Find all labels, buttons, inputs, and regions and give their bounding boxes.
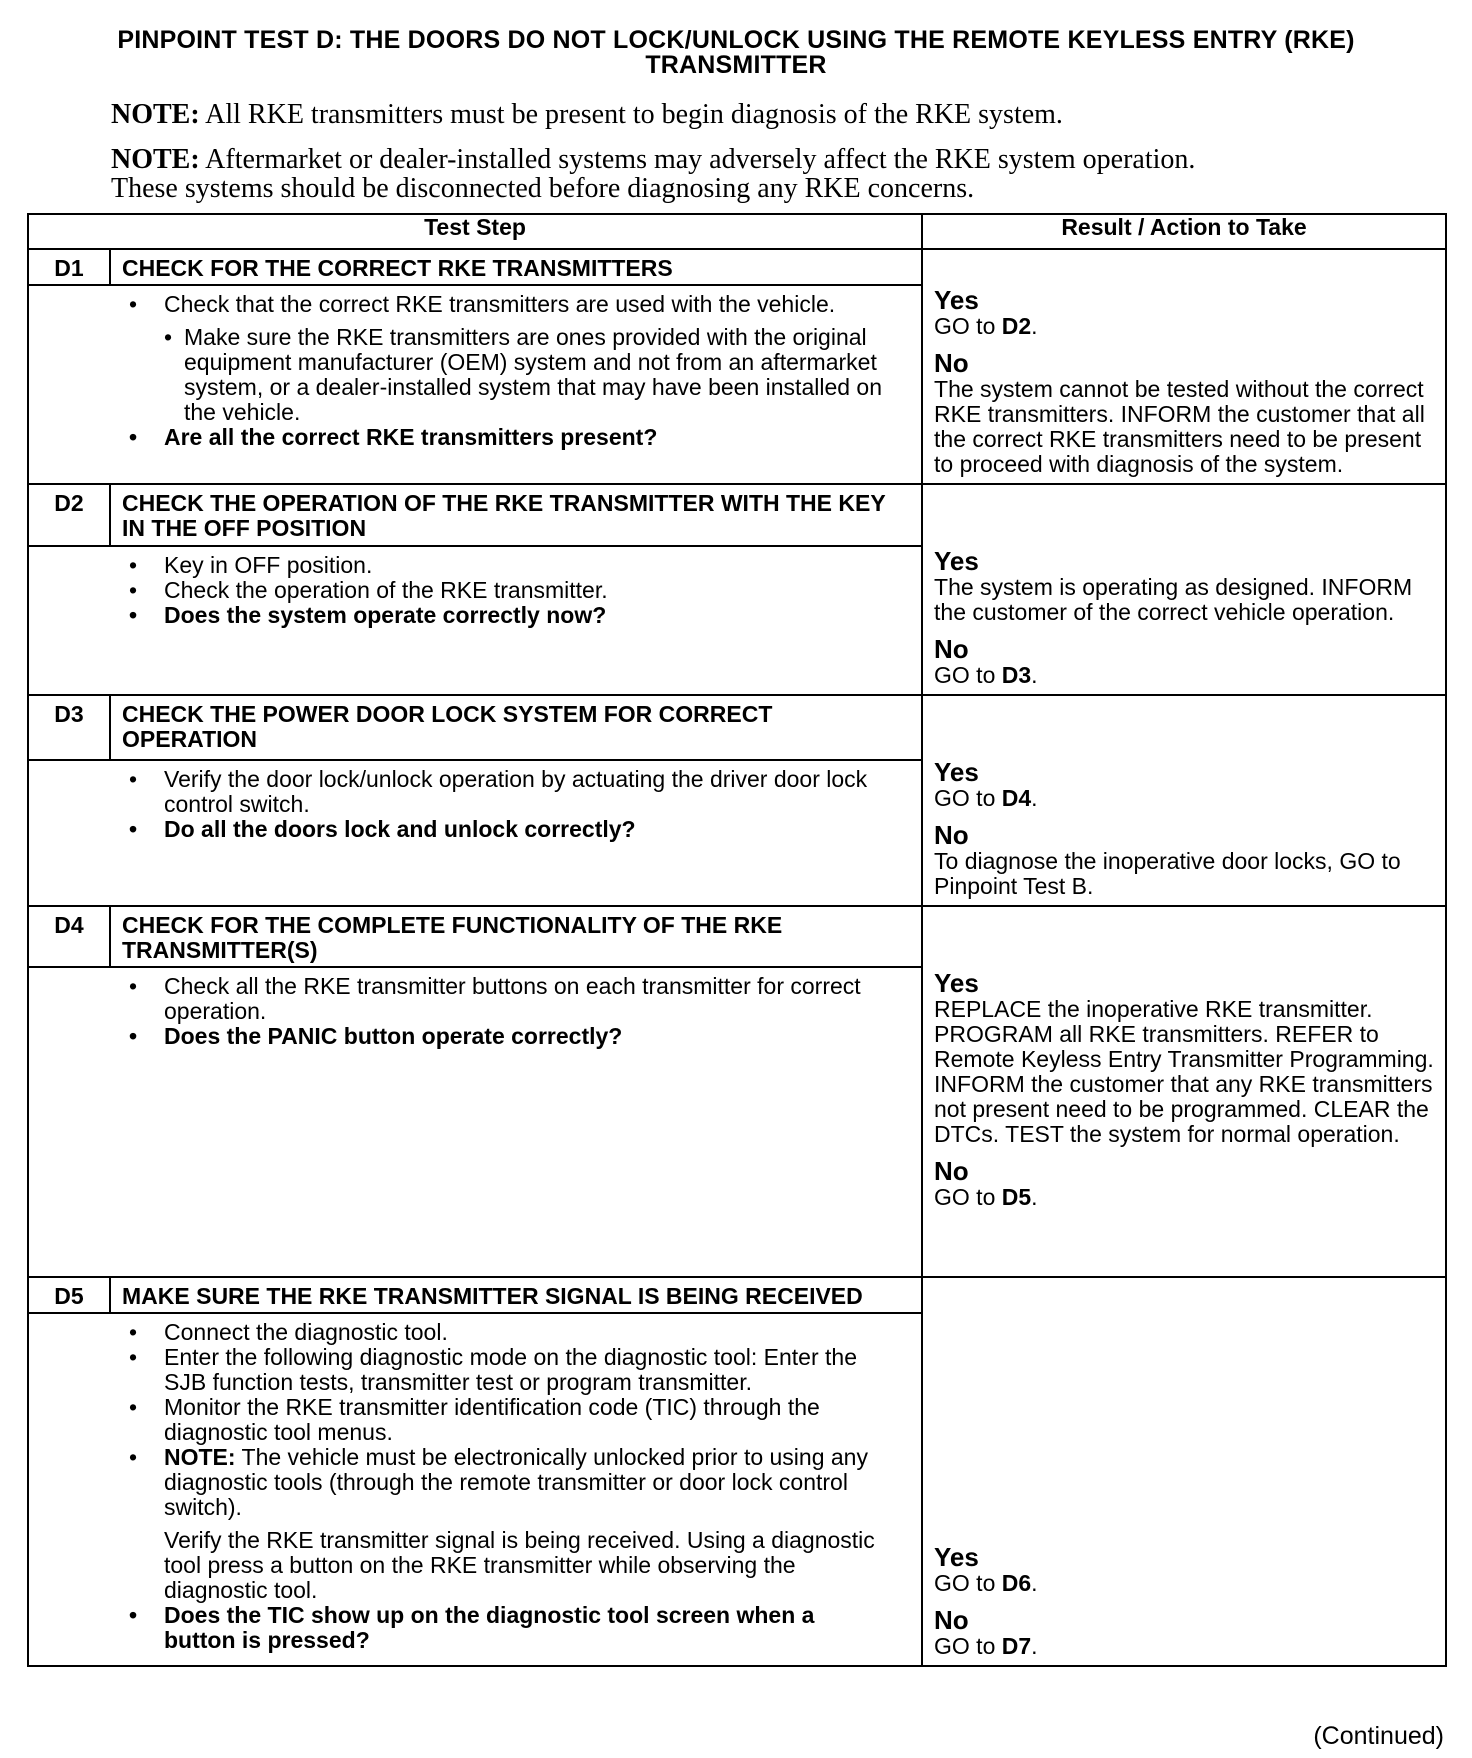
list-item: • Check the operation of the RKE transmitter. xyxy=(129,576,608,603)
step-title: CHECK FOR THE CORRECT RKE TRANSMITTERS xyxy=(110,249,922,285)
title-line-1: PINPOINT TEST D: THE DOORS DO NOT LOCK/UNLOCK USING THE REMOTE KEYLESS ENTRY (RKE) xyxy=(117,26,1355,54)
title-line-2: TRANSMITTER xyxy=(645,51,827,79)
result-yes-action: REPLACE the inoperative RKE transmitter. PROGRAM all RKE transmitters. REFER to Remote Keyless Entry Transmitter Programming. INFORM the customer that any RKE transmitters not present need to be programmed. CLEAR the DTCs. TEST the system for normal operation. xyxy=(934,996,1434,1147)
step-body xyxy=(28,1313,922,1666)
result-yes: Yes xyxy=(934,968,979,998)
step-d5-title-row xyxy=(28,1277,1446,1313)
result-no: No xyxy=(934,820,969,850)
list-item: • Key in OFF position. xyxy=(129,551,373,578)
step-d2-title-row xyxy=(28,484,1446,546)
pinpoint-test-table xyxy=(27,213,1447,1667)
result-yes: Yes xyxy=(934,1542,979,1572)
step-d1-title-row xyxy=(28,249,1446,285)
note-label: NOTE: xyxy=(111,144,200,175)
result-yes-action: The system is operating as designed. INFORM the customer of the correct vehicle operation. xyxy=(934,574,1413,625)
step-d4-result xyxy=(922,906,1446,1277)
list-item-question: • Do all the doors lock and unlock correctly? xyxy=(129,815,636,842)
result-no-action: The system cannot be tested without the correct RKE transmitters. INFORM the customer that all the correct RKE transmitters need to be present to proceed with diagnosis of the system. xyxy=(934,376,1425,477)
result-no: No xyxy=(934,1156,969,1186)
list-item-question: • Does the system operate correctly now? xyxy=(129,601,607,628)
step-d4-title-row xyxy=(28,906,1446,967)
result-yes: Yes xyxy=(934,757,979,787)
step-d1-result xyxy=(922,249,1446,484)
step-title: CHECK THE OPERATION OF THE RKE TRANSMITTER WITH THE KEY IN THE OFF POSITION xyxy=(110,484,922,546)
list-item: • Check that the correct RKE transmitters are used with the vehicle. xyxy=(129,291,836,317)
table-header-row xyxy=(28,214,1446,249)
step-d2-result xyxy=(922,484,1446,695)
list-item: • Verify the door lock/unlock operation by actuating the driver door lock control switch. xyxy=(129,765,868,817)
note-text: All RKE transmitters must be present to begin diagnosis of the RKE system. xyxy=(199,99,1063,130)
list-item: • Check all the RKE transmitter buttons on each transmitter for correct operation. xyxy=(129,973,861,1024)
step-id: D4 xyxy=(28,906,110,967)
result-no-action: GO to D3. xyxy=(934,662,1038,688)
header-test-step: Test Step xyxy=(28,214,922,249)
result-no: No xyxy=(934,634,969,664)
step-title: MAKE SURE THE RKE TRANSMITTER SIGNAL IS BEING RECEIVED xyxy=(110,1277,922,1313)
result-no-action: GO to D5. xyxy=(934,1184,1038,1210)
step-continuation: Verify the RKE transmitter signal is being received. Using a diagnostic tool press a button on the RKE transmitter while observing the diagnostic tool. xyxy=(164,1527,875,1603)
page-title xyxy=(20,28,1452,78)
result-no-action: GO to D7. xyxy=(934,1633,1038,1659)
step-id: D2 xyxy=(28,484,110,546)
note-label: NOTE: xyxy=(111,99,200,130)
list-item: • Enter the following diagnostic mode on the diagnostic tool: Enter the SJB function tests, transmitter test or program transmitter. xyxy=(129,1344,857,1395)
step-id: D3 xyxy=(28,695,110,760)
note-rke-transmitters-present xyxy=(111,100,1261,129)
step-d3-result xyxy=(922,695,1446,906)
list-item: • Monitor the RKE transmitter identification code (TIC) through the diagnostic tool menus. xyxy=(129,1394,820,1445)
note-text: Aftermarket or dealer-installed systems may adversely affect the RKE system operation. These systems should be disconnected before diagnosing any RKE concerns. xyxy=(111,144,1196,204)
step-title: CHECK FOR THE COMPLETE FUNCTIONALITY OF THE RKE TRANSMITTER(S) xyxy=(110,906,922,967)
result-yes-action: GO to D4. xyxy=(934,785,1038,811)
step-d5-result xyxy=(922,1277,1446,1666)
result-no: No xyxy=(934,348,969,378)
step-body xyxy=(28,285,922,484)
result-yes: Yes xyxy=(934,546,979,576)
sub-list-item: • Make sure the RKE transmitters are ones provided with the original equipment manufacturer (OEM) system and not from an aftermarket system, or a dealer-installed system that may have been installed on the vehicle. xyxy=(164,324,883,425)
result-yes-action: GO to D6. xyxy=(934,1570,1038,1596)
result-yes-action: GO to D2. xyxy=(934,313,1038,339)
step-body xyxy=(28,760,922,906)
list-item-question: • Are all the correct RKE transmitters present? xyxy=(129,424,658,450)
continued-label: (Continued) xyxy=(1313,1722,1444,1750)
step-title: CHECK THE POWER DOOR LOCK SYSTEM FOR CORRECT OPERATION xyxy=(110,695,922,760)
list-item: • Connect the diagnostic tool. xyxy=(129,1319,448,1345)
note-aftermarket-systems xyxy=(111,145,1261,203)
step-id: D5 xyxy=(28,1277,110,1313)
list-item-note: • NOTE: The vehicle must be electronically unlocked prior to using any diagnostic tools (through the remote transmitter or door lock control switch). xyxy=(129,1444,868,1520)
step-body xyxy=(28,967,922,1277)
result-yes: Yes xyxy=(934,285,979,315)
step-id: D1 xyxy=(28,249,110,285)
result-no-action: To diagnose the inoperative door locks, GO to Pinpoint Test B. xyxy=(934,848,1401,899)
list-item-question: • Does the TIC show up on the diagnostic tool screen when a button is pressed? xyxy=(129,1602,815,1653)
step-d3-title-row xyxy=(28,695,1446,760)
header-result-action: Result / Action to Take xyxy=(922,214,1446,249)
step-body xyxy=(28,546,922,695)
list-item-question: • Does the PANIC button operate correctly? xyxy=(129,1023,623,1049)
result-no: No xyxy=(934,1605,969,1635)
